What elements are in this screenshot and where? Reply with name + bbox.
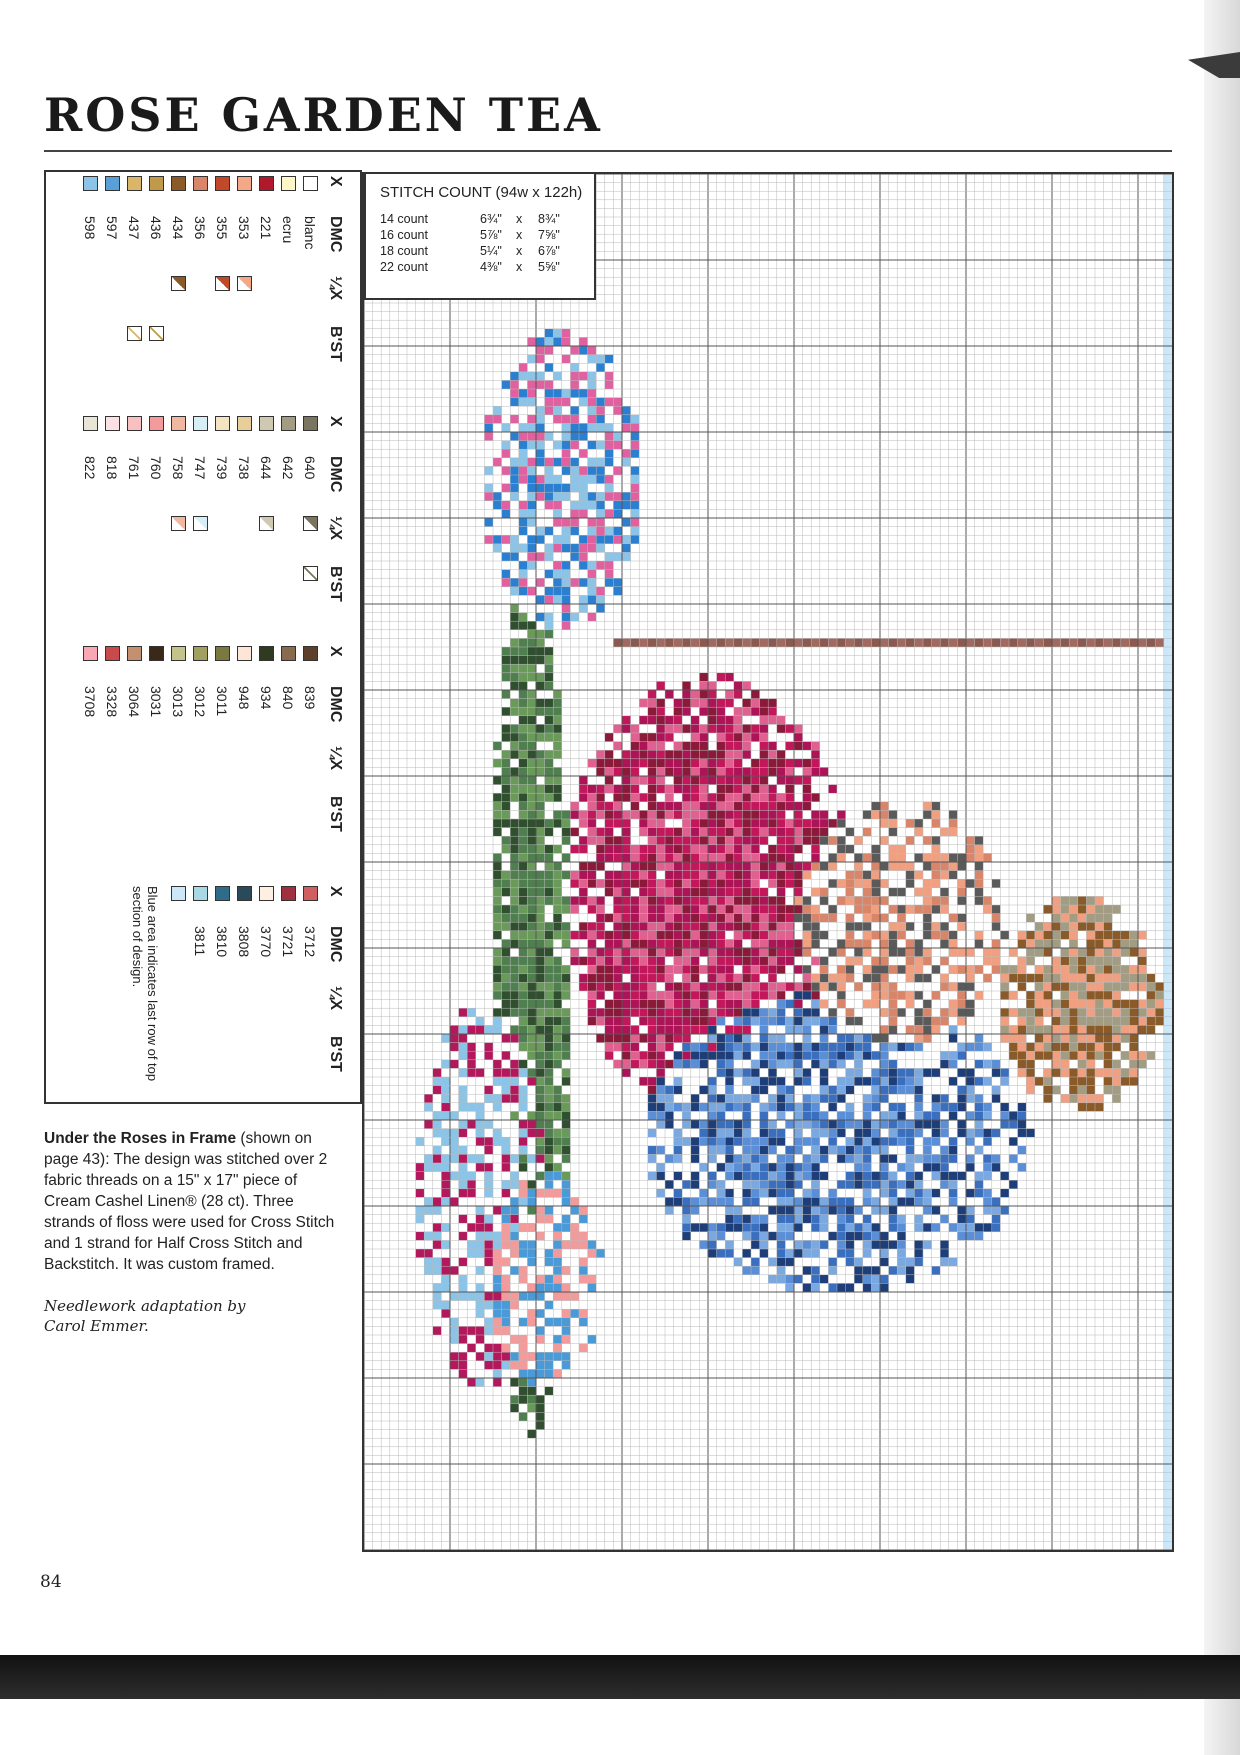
quarter-stitch-swatch xyxy=(171,276,186,291)
key-column xyxy=(54,416,346,646)
key-header: B'ST xyxy=(327,566,344,602)
count-label: 22 count xyxy=(380,260,428,274)
floss-swatch xyxy=(193,886,208,901)
count-label: 14 count xyxy=(380,212,428,226)
floss-swatch xyxy=(83,646,98,661)
floss-swatch xyxy=(259,646,274,661)
dmc-number: 436 xyxy=(148,216,164,240)
key-entry xyxy=(252,886,276,1116)
floss-swatch xyxy=(259,416,274,431)
floss-swatch xyxy=(193,416,208,431)
dmc-number: 822 xyxy=(82,456,98,480)
dmc-number: ecru xyxy=(280,216,296,244)
key-entry xyxy=(186,886,210,1116)
dmc-number: 761 xyxy=(126,456,142,480)
floss-swatch xyxy=(193,646,208,661)
key-entry xyxy=(274,886,298,1116)
floss-swatch xyxy=(237,176,252,191)
count-width: 5¼" xyxy=(480,244,502,258)
count-height: 7⅝" xyxy=(538,228,560,242)
key-entry xyxy=(142,646,166,876)
floss-swatch xyxy=(237,886,252,901)
dmc-number: 644 xyxy=(258,456,274,480)
count-label: 16 count xyxy=(380,228,428,242)
key-header: ¼X xyxy=(327,516,344,541)
dmc-number: 739 xyxy=(214,456,230,480)
key-header: DMC xyxy=(327,686,344,723)
key-entry xyxy=(296,886,320,1116)
stitch-count-row xyxy=(380,260,560,274)
key-entry xyxy=(274,176,298,406)
dmc-number: 437 xyxy=(126,216,142,240)
dmc-number: 3013 xyxy=(170,686,186,718)
top-section-indicator xyxy=(1164,174,1174,1552)
key-entry xyxy=(76,416,100,646)
dmc-number: 738 xyxy=(236,456,252,480)
dmc-number: 642 xyxy=(280,456,296,480)
dmc-number: 758 xyxy=(170,456,186,480)
key-header: ¼X xyxy=(327,986,344,1011)
key-entry xyxy=(208,176,232,406)
dmc-number: 355 xyxy=(214,216,230,240)
key-header: B'ST xyxy=(327,326,344,362)
key-column xyxy=(54,176,346,406)
quarter-stitch-swatch xyxy=(193,516,208,531)
key-entry xyxy=(296,416,320,646)
floss-swatch xyxy=(83,176,98,191)
dmc-number: 760 xyxy=(148,456,164,480)
key-entry xyxy=(208,646,232,876)
floss-swatch xyxy=(127,416,142,431)
backstitch-swatch xyxy=(127,326,142,341)
dmc-number: 747 xyxy=(192,456,208,480)
dmc-number: 3064 xyxy=(126,686,142,718)
key-entry xyxy=(76,176,100,406)
dmc-number: 818 xyxy=(104,456,120,480)
count-width: 6¾" xyxy=(480,212,502,226)
key-column xyxy=(54,646,346,876)
key-entry xyxy=(186,176,210,406)
floss-swatch xyxy=(303,176,318,191)
floss-swatch xyxy=(259,176,274,191)
dmc-number: 948 xyxy=(236,686,252,710)
floss-swatch xyxy=(303,646,318,661)
floss-swatch xyxy=(281,416,296,431)
dmc-number: 3708 xyxy=(82,686,98,718)
dmc-number: 221 xyxy=(258,216,274,240)
caption-body: (shown on page 43): The design was stitched over 2 fabric threads on a 15" x 17" piece of Cream Cashel Linen® (28 ct). Three strands of floss were used for Cross Stitch and 1 strand for Half Cross Stitch and Backstitch. It was custom framed. xyxy=(44,1130,335,1273)
floss-swatch xyxy=(127,646,142,661)
floss-swatch xyxy=(171,176,186,191)
key-entry xyxy=(230,416,254,646)
count-height: 5⅝" xyxy=(538,260,560,274)
key-header: B'ST xyxy=(327,1036,344,1072)
key-entry xyxy=(252,646,276,876)
floss-swatch xyxy=(193,176,208,191)
key-entry xyxy=(252,416,276,646)
key-entry xyxy=(186,416,210,646)
key-entry xyxy=(142,416,166,646)
key-header: X xyxy=(327,416,344,427)
backstitch-swatch xyxy=(149,326,164,341)
design-caption xyxy=(44,1128,336,1275)
key-entry xyxy=(208,886,232,1116)
key-entry xyxy=(274,416,298,646)
chart-grid xyxy=(364,174,1174,1552)
key-entry xyxy=(98,416,122,646)
dmc-number: 3031 xyxy=(148,686,164,718)
count-width: 5⅞" xyxy=(480,228,502,242)
dmc-number: 640 xyxy=(302,456,318,480)
key-entry xyxy=(120,416,144,646)
dmc-number: 3721 xyxy=(280,926,296,958)
key-entry xyxy=(208,416,232,646)
floss-swatch xyxy=(215,416,230,431)
key-entry xyxy=(186,646,210,876)
key-entry xyxy=(98,646,122,876)
floss-swatch xyxy=(105,416,120,431)
key-header: ¼X xyxy=(327,276,344,301)
stitch-count-row xyxy=(380,244,560,258)
key-entry xyxy=(252,176,276,406)
page-title: ROSE GARDEN TEA xyxy=(44,88,603,142)
caption-lead: Under the Roses in Frame xyxy=(44,1130,237,1147)
key-entry xyxy=(164,646,188,876)
floss-swatch xyxy=(215,886,230,901)
count-sep: x xyxy=(516,244,523,258)
floss-swatch xyxy=(149,646,164,661)
count-width: 4⅜" xyxy=(480,260,502,274)
floss-swatch xyxy=(215,646,230,661)
dmc-number: 3811 xyxy=(192,926,208,957)
key-header: DMC xyxy=(327,216,344,253)
key-entry xyxy=(120,176,144,406)
page-number: 84 xyxy=(40,1572,62,1592)
quarter-stitch-swatch xyxy=(259,516,274,531)
floss-swatch xyxy=(171,646,186,661)
key-entry xyxy=(230,646,254,876)
floss-swatch xyxy=(237,416,252,431)
credit xyxy=(44,1296,245,1336)
backstitch-swatch xyxy=(303,566,318,581)
floss-swatch xyxy=(281,176,296,191)
floss-swatch xyxy=(237,646,252,661)
count-sep: x xyxy=(516,228,523,242)
key-entry xyxy=(230,886,254,1116)
key-entry xyxy=(164,886,188,1116)
key-header: DMC xyxy=(327,456,344,493)
count-label: 18 count xyxy=(380,244,428,258)
key-entry xyxy=(296,646,320,876)
dmc-number: 934 xyxy=(258,686,274,710)
dmc-number: 353 xyxy=(236,216,252,240)
dmc-number: 840 xyxy=(280,686,296,710)
floss-swatch xyxy=(259,886,274,901)
stitch-count-title: STITCH COUNT (94w x 122h) xyxy=(380,184,583,201)
floss-swatch xyxy=(281,886,296,901)
dmc-number: blanc xyxy=(302,216,318,250)
key-header: X xyxy=(327,176,344,187)
key-entry xyxy=(76,646,100,876)
key-header: B'ST xyxy=(327,796,344,832)
credit-line2: Carol Emmer. xyxy=(44,1317,149,1335)
quarter-stitch-swatch xyxy=(171,516,186,531)
color-key-content xyxy=(46,176,346,1096)
floss-swatch xyxy=(105,646,120,661)
stitch-count-row xyxy=(380,228,560,242)
dmc-number: 3808 xyxy=(236,926,252,958)
dmc-number: 839 xyxy=(302,686,318,710)
dmc-number: 434 xyxy=(170,216,186,240)
count-height: 6⅞" xyxy=(538,244,560,258)
quarter-stitch-swatch xyxy=(215,276,230,291)
key-entry xyxy=(164,416,188,646)
credit-line1: Needlework adaptation by xyxy=(44,1297,246,1315)
count-sep: x xyxy=(516,260,523,274)
dmc-number: 356 xyxy=(192,216,208,240)
floss-swatch xyxy=(105,176,120,191)
key-entry xyxy=(296,176,320,406)
key-entry xyxy=(142,176,166,406)
count-sep: x xyxy=(516,212,523,226)
title-rule xyxy=(44,150,1172,152)
key-header: X xyxy=(327,646,344,657)
stitch-count-row xyxy=(380,212,560,226)
quarter-stitch-swatch xyxy=(237,276,252,291)
dmc-number: 3012 xyxy=(192,686,208,718)
floss-swatch xyxy=(83,416,98,431)
key-entry xyxy=(164,176,188,406)
dmc-number: 3770 xyxy=(258,926,274,958)
floss-swatch xyxy=(149,176,164,191)
page-corner xyxy=(1188,52,1240,78)
floss-swatch xyxy=(303,886,318,901)
floss-swatch xyxy=(281,646,296,661)
cross-stitch-chart xyxy=(362,172,1174,1552)
dmc-number: 3810 xyxy=(214,926,230,958)
key-entry xyxy=(98,176,122,406)
dmc-number: 3328 xyxy=(104,686,120,718)
dmc-number: 597 xyxy=(104,216,120,240)
floss-swatch xyxy=(303,416,318,431)
floss-swatch xyxy=(171,416,186,431)
floss-swatch xyxy=(127,176,142,191)
dmc-number: 3712 xyxy=(302,926,318,958)
key-entry xyxy=(274,646,298,876)
key-entry xyxy=(230,176,254,406)
key-entry xyxy=(120,646,144,876)
color-key xyxy=(44,170,362,1104)
key-header: X xyxy=(327,886,344,897)
key-header: DMC xyxy=(327,926,344,963)
key-header: ¼X xyxy=(327,746,344,771)
dmc-number: 3011 xyxy=(214,686,230,717)
floss-swatch xyxy=(171,886,186,901)
dmc-number: 598 xyxy=(82,216,98,240)
page-edge-shadow xyxy=(1204,0,1240,1755)
quarter-stitch-swatch xyxy=(303,516,318,531)
floss-swatch xyxy=(149,416,164,431)
key-note: Blue area indicates last row of top section of design. xyxy=(130,886,160,1082)
stitch-count-box xyxy=(364,172,596,300)
count-height: 8¾" xyxy=(538,212,560,226)
scan-bottom-band xyxy=(0,1655,1240,1699)
floss-swatch xyxy=(215,176,230,191)
key-column xyxy=(54,886,346,1116)
